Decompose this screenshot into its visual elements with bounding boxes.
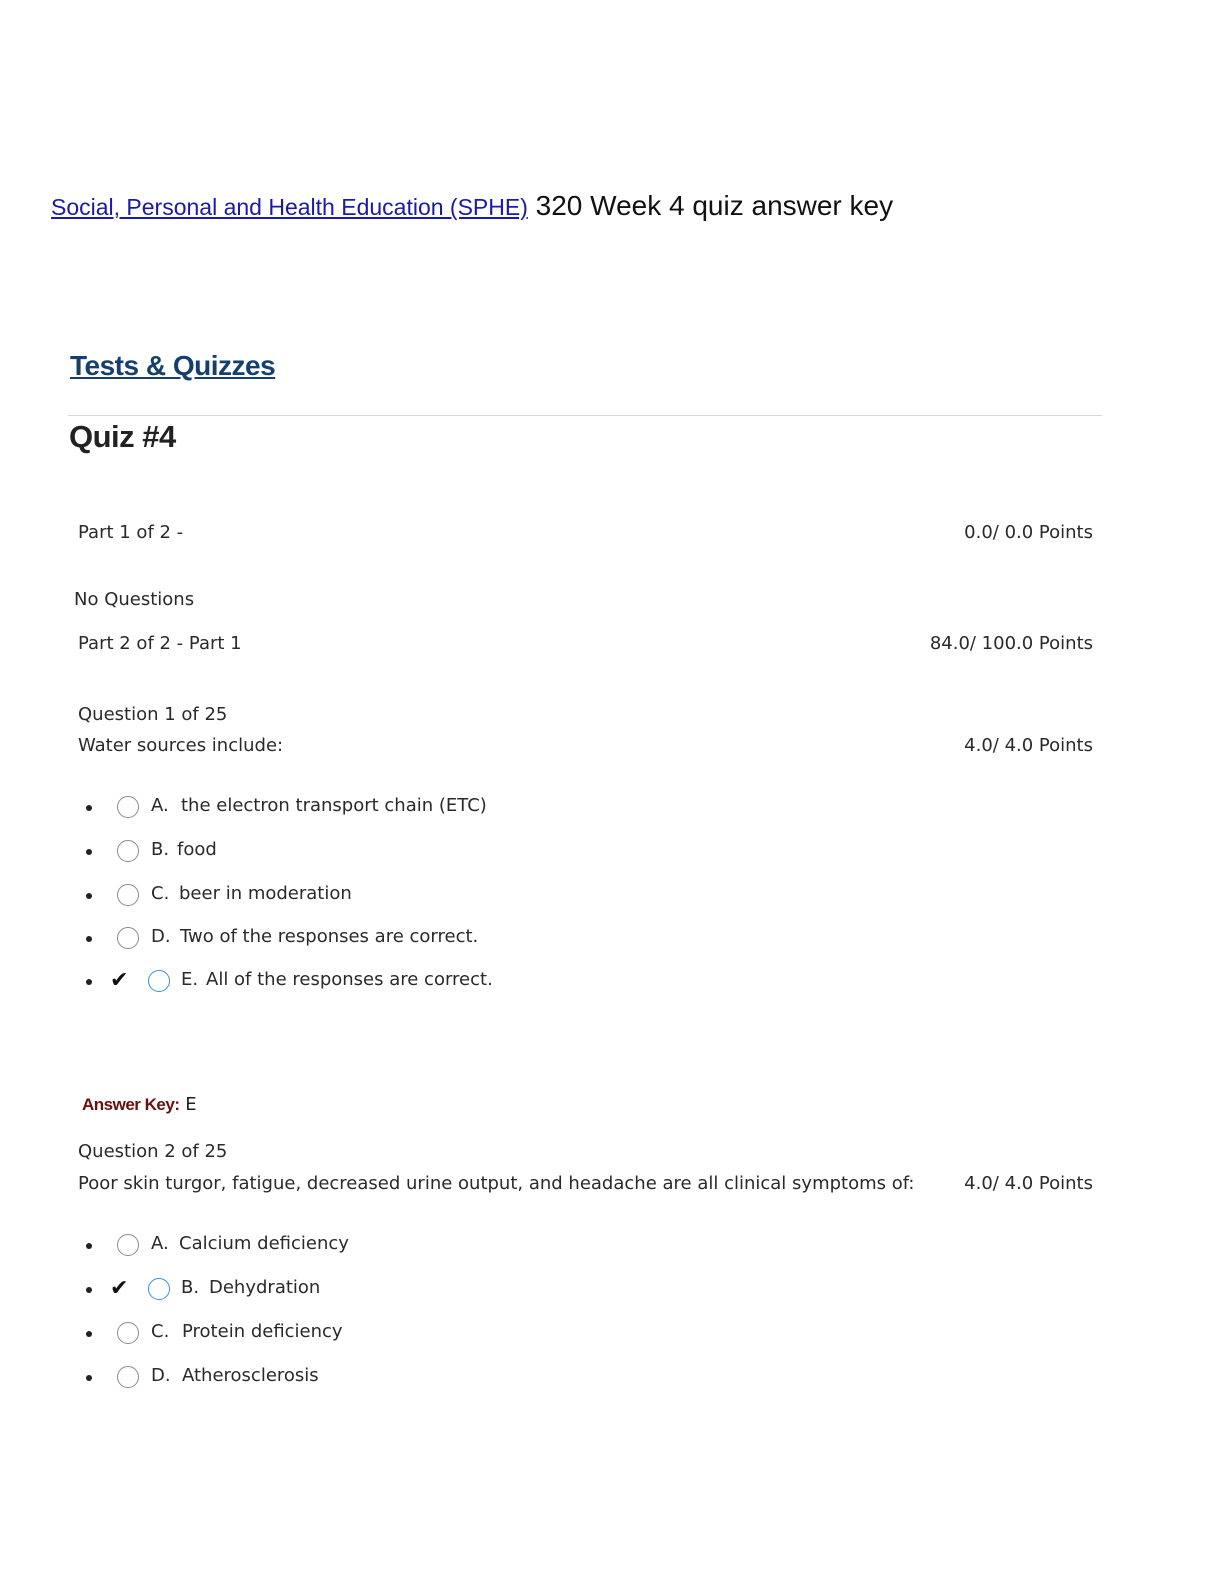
radio-icon[interactable] (117, 884, 139, 906)
divider (68, 415, 1102, 416)
part-1-points: 0.0/ 0.0 Points (964, 522, 1093, 543)
part-2-points: 84.0/ 100.0 Points (929, 633, 1093, 654)
bullet-icon (86, 1287, 92, 1293)
option-text: the electron transport chain (ETC) (181, 795, 487, 816)
tests-quizzes-link[interactable]: Tests & Quizzes (70, 350, 276, 381)
question-2-number: Question 2 of 25 (78, 1141, 228, 1162)
question-2-option-b (0, 1275, 700, 1303)
question-1-points: 4.0/ 4.0 Points (964, 735, 1093, 756)
answer-key-value: E (179, 1094, 197, 1115)
option-letter: B. (181, 1277, 200, 1298)
question-1-option-e (0, 967, 700, 995)
answer-key-label: Answer Key: (82, 1095, 180, 1114)
option-text: Calcium deficiency (179, 1233, 349, 1254)
option-letter: E. (181, 969, 199, 990)
option-text: Two of the responses are correct. (180, 926, 479, 947)
option-letter: D. (151, 1365, 171, 1386)
option-letter: A. (151, 795, 169, 816)
option-letter: D. (151, 926, 171, 947)
option-text: Protein deficiency (182, 1321, 343, 1342)
no-questions-note: No Questions (74, 589, 195, 610)
option-letter: A. (151, 1233, 169, 1254)
radio-icon[interactable] (117, 840, 139, 862)
question-2-option-d (0, 1363, 700, 1391)
question-1-number: Question 1 of 25 (78, 704, 228, 725)
check-icon: ✔ (110, 1276, 129, 1301)
question-1-option-a (0, 793, 700, 821)
option-letter: B. (151, 839, 170, 860)
option-text: All of the responses are correct. (206, 969, 493, 990)
option-text: food (177, 839, 217, 860)
radio-icon[interactable] (117, 796, 139, 818)
question-2-points: 4.0/ 4.0 Points (964, 1173, 1093, 1194)
bullet-icon (86, 936, 92, 942)
option-text: Dehydration (209, 1277, 321, 1298)
bullet-icon (86, 1375, 92, 1381)
option-letter: C. (151, 883, 170, 904)
question-1-option-b (0, 837, 700, 865)
option-text: Atherosclerosis (182, 1365, 319, 1386)
radio-icon[interactable] (148, 970, 170, 992)
question-2-option-c (0, 1319, 700, 1347)
check-icon: ✔ (110, 968, 129, 993)
option-text: beer in moderation (179, 883, 352, 904)
question-1-option-c (0, 881, 700, 909)
bullet-icon (86, 979, 92, 985)
radio-icon[interactable] (117, 1322, 139, 1344)
quiz-title: Quiz #4 (69, 419, 176, 454)
document-title-rest: 320 Week 4 quiz answer key (527, 190, 894, 221)
radio-icon[interactable] (117, 1366, 139, 1388)
bullet-icon (86, 1243, 92, 1249)
bullet-icon (86, 805, 92, 811)
part-2-label: Part 2 of 2 - Part 1 (78, 633, 242, 654)
answer-key (82, 1094, 197, 1115)
bullet-icon (86, 893, 92, 899)
part-1-label: Part 1 of 2 - (78, 522, 184, 543)
question-2-option-a (0, 1231, 700, 1259)
course-link[interactable]: Social, Personal and Health Education (SPHE) (51, 194, 528, 220)
option-letter: C. (151, 1321, 170, 1342)
radio-icon[interactable] (148, 1278, 170, 1300)
document-title (51, 190, 893, 222)
question-2-text: Poor skin turgor, fatigue, decreased urine output, and headache are all clinical symptoms of: (78, 1173, 915, 1194)
radio-icon[interactable] (117, 1234, 139, 1256)
radio-icon[interactable] (117, 927, 139, 949)
bullet-icon (86, 849, 92, 855)
question-1-option-d (0, 924, 700, 952)
bullet-icon (86, 1331, 92, 1337)
question-1-text: Water sources include: (78, 735, 284, 756)
